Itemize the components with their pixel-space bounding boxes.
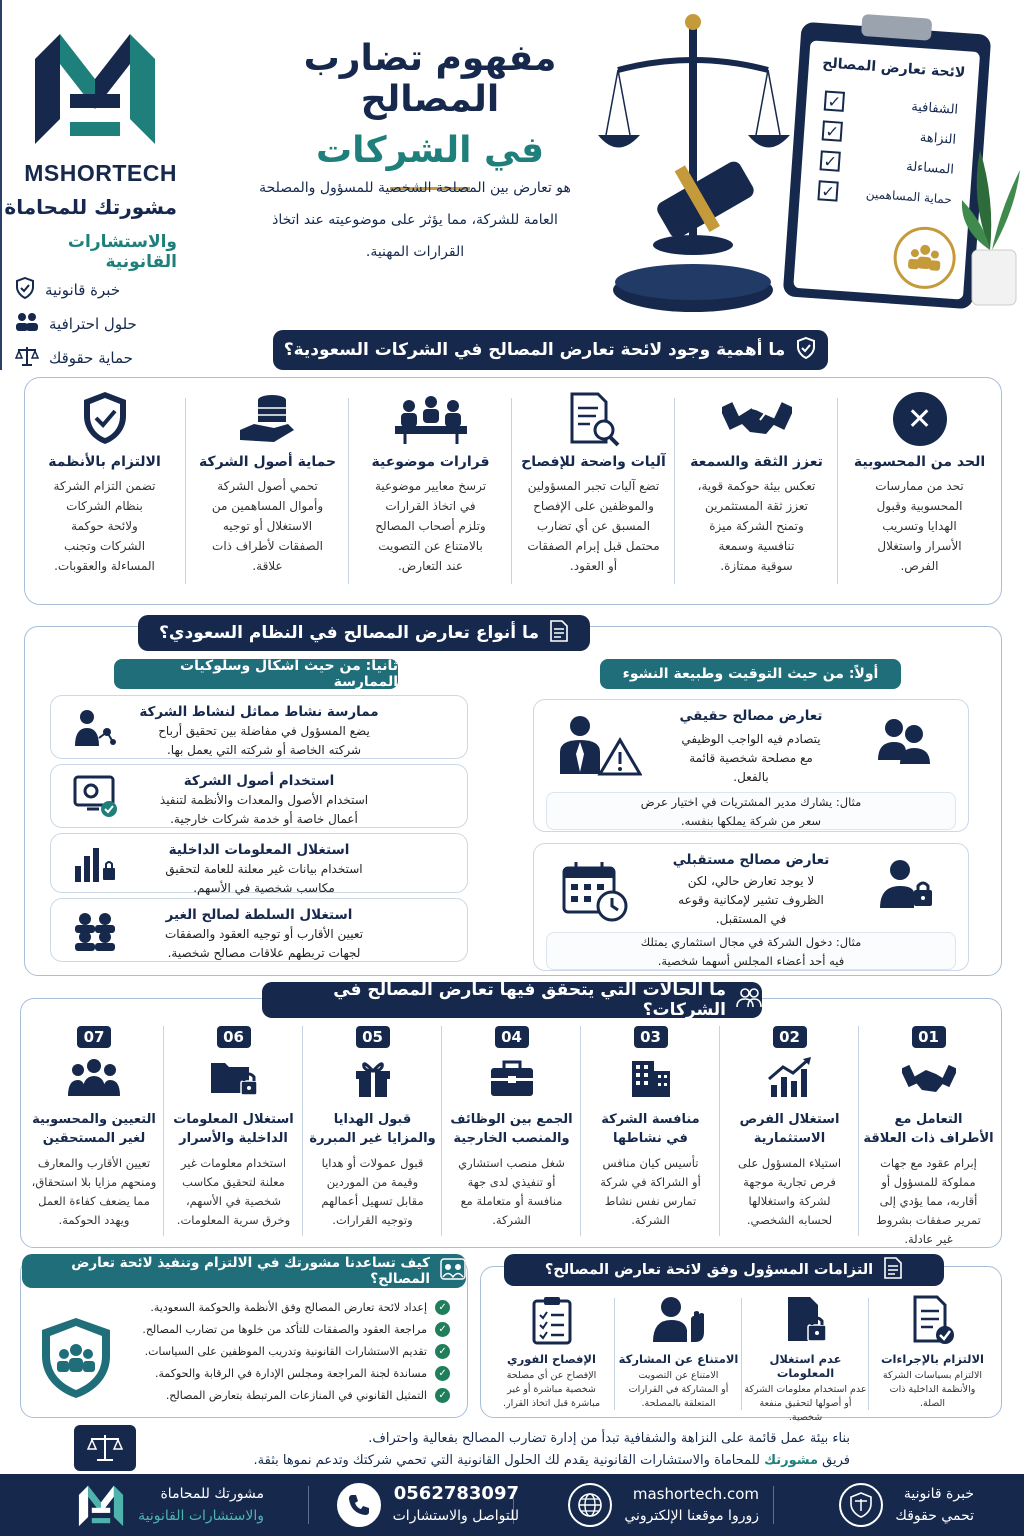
clipboard-paper (793, 40, 980, 299)
justice-scales-icon (598, 10, 798, 320)
brand-name-ar-1: مشورتك للمحاماة (4, 195, 177, 219)
check-icon: ✓ (435, 1344, 450, 1359)
brand-features (15, 273, 155, 375)
users-icon (15, 312, 39, 336)
checkbox-icon: ✓ (817, 180, 838, 201)
feature-item (15, 341, 155, 375)
folder-lock-icon (164, 1052, 303, 1104)
footer-brand: مشورتك للمحاماة والاستشارات القانونية (76, 1474, 264, 1536)
handshake-icon (859, 1052, 998, 1104)
importance-item: الالتزام بالأنظمة تضمن التزام الشركة بنظام الشركات ولائحة حوكمة الشركات وتجنب المساءلة والعقوبات. (23, 378, 186, 604)
user-network-icon (73, 708, 117, 748)
users-group-icon (73, 911, 119, 951)
help-item: ✓ مساندة لجنة المراجعة ومجلس الإدارة في الرقابة والحوكمة. (130, 1362, 450, 1384)
scales-icon (15, 346, 39, 370)
obligation-item: عدم استغلال المعلومات عدم استخدام معلومات الشركة أو أصولها لتحقيق منفعة شخصية. (742, 1292, 869, 1416)
divider (773, 1486, 774, 1524)
clipboard-list-icon (488, 1292, 615, 1348)
check-icon: ✓ (435, 1366, 450, 1381)
clipboard-item: المساءلة ✓ (811, 145, 963, 185)
behavior-box: استغلال المعلومات الداخلية استخدام بيانات غير معلنة للعامة لتحقيق مكاسب شخصية في الأسهم. (50, 833, 468, 893)
closing-line-1: بناء بيئة عمل قائمة على النزاهة والشفافية تبدأ من إدارة تضارب المصالح بفعالية واحتراف. (368, 1431, 850, 1446)
feature-label: خبرة قانونية (45, 281, 121, 299)
handshake-icon (722, 392, 792, 446)
help-item: ✓ تقديم الاستشارات القانونية وتدريب الموظفين على السياسات. (130, 1340, 450, 1362)
plant-icon (960, 130, 1024, 310)
file-lock-icon (742, 1292, 869, 1348)
clipboard-item: حماية المساهمين ✓ (809, 175, 961, 215)
calendar-clock-icon (562, 860, 630, 922)
intro-line: هو تعارض بين المصلحة الشخصية للمسؤول والمصلحة (259, 180, 571, 196)
check-icon: ✓ (435, 1388, 450, 1403)
intro-line: القرارات المهنية. (365, 244, 465, 260)
clipboard-clip (861, 14, 932, 41)
obligations-heading: التزامات المسؤول وفق لائحة تعارض المصالح؟ (504, 1254, 944, 1286)
behavior-label: ثانيا: من حيث أشكال وسلوكيات الممارسة (114, 659, 398, 689)
divider (308, 1486, 309, 1524)
intro-text (240, 172, 590, 268)
help-heading: كيف تساعدنا مشورتك في الالتزام وتنفيذ لائحة تعارض المصالح؟ (22, 1254, 466, 1288)
brand-column (0, 0, 205, 370)
check-icon: ✓ (435, 1300, 450, 1315)
shield-icon (795, 336, 817, 365)
briefcase-icon (442, 1052, 581, 1104)
people-group-icon (24, 1052, 164, 1104)
case-item: 01 التعامل مع الأطراف ذات العلاقة إبرام عقود مع جهات مملوكة للمسؤول أو أقاربه، مما يؤدي إلى تمرير صفقات بشروط غير عادلة. (859, 1026, 998, 1246)
chart-lock-icon (73, 844, 117, 884)
users-outline-icon (736, 987, 762, 1014)
clipboard-list (809, 85, 967, 215)
document-icon (549, 620, 569, 647)
obligation-item: الإفصاح الفوري الإفصاح عن أي مصلحة شخصية مباشرة أو غير مباشرة قبل اتخاذ القرار. (488, 1292, 615, 1416)
clipboard-title: لائحة تعارض المصالح (821, 55, 966, 82)
importance-item: آليات واضحة للإفصاح تضع آليات تجبر المسؤولين والموظفين على الإفصاح المسبق عن أي تضارب محتمل قبل إبرام الصفقات أو العقود. (512, 378, 675, 604)
page-title-line-2: في الشركات (315, 130, 545, 171)
phone-icon (337, 1483, 381, 1527)
importance-item: تعزز الثقة والسمعة تعكس بيئة حوكمة قوية، تعزز ثقة المستثمرين وتمنح الشركة ميزة تنافسية وسمعة سوقية ممتازة. (675, 378, 838, 604)
meeting-icon (393, 392, 469, 446)
behavior-box: استخدام أصول الشركة استخدام الأصول والمعدات والأنظمة لتنفيذ أعمال خاصة أو خدمة شركات خارجية. (50, 764, 468, 828)
example-box: مثال: يشارك مدير المشتريات في اختيار عرض سعر من شركة يملكها بنفسه. (546, 792, 956, 830)
mshortech-logo-icon (76, 1482, 126, 1528)
types-heading: ما أنواع تعارض المصالح في النظام السعودي؟ (138, 615, 590, 651)
timing-box: تعارض مصالح حقيقي يتصادم فيه الواجب الوظيفي مع مصلحة شخصية قائمة بالفعل. مثال: يشارك مدير المشتريات في اختيار عرض سعر من شركة يملكها بنفسه. (533, 699, 969, 832)
brand-name-ar-2: والاستشارات القانونية (67, 232, 177, 272)
document-list-icon (883, 1257, 903, 1283)
cases-row (24, 1026, 998, 1246)
buildings-icon (581, 1052, 720, 1104)
team-icon (440, 1258, 466, 1284)
example-box: مثال: دخول الشركة في مجال استثماري يمتلك فيه أحد أعضاء المجلس أسهما شخصية. (546, 932, 956, 970)
feature-item (15, 307, 155, 341)
importance-item: قرارات موضوعية ترسخ معايير موضوعية في اتخاذ القرارات وتلزم أصحاب المصالح بالامتناع عن التصويت عند التعارض. (349, 378, 512, 604)
footer (0, 1474, 1024, 1536)
coins-hand-icon (238, 392, 298, 446)
closing-text (150, 1428, 850, 1472)
close-circle-icon: ✕ (893, 392, 947, 446)
growth-chart-icon (720, 1052, 859, 1104)
brand-name-en: MSHORTECH (24, 160, 177, 186)
clipboard-item: الشفافية ✓ (815, 85, 967, 125)
help-list (130, 1296, 450, 1406)
feature-label: حلول احترافية (49, 315, 137, 333)
globe-icon (568, 1483, 612, 1527)
timing-label: أولاً: من حيث التوقيت وطبيعة النشوء (600, 659, 901, 689)
case-item: 05 قبول الهدايا والمزايا غير المبررة قبول عمولات أو هدايا وقيمة من الموردين مقابل تسهيل أعمالهم وتوجيه القرارات. (303, 1026, 442, 1246)
case-item: 07 التعيين والمحسوبية لغير المستحقين تعيين الأقارب والمعارف ومنحهم مزايا بلا استحقاق، مما يضعف كفاءة العمل ويهدد الحوكمة. (24, 1026, 164, 1246)
obligation-item: الامتناع عن المشاركة الامتناع عن التصويت أو المشاركة في القرارات المتعلقة بالمصلحة. (615, 1292, 742, 1416)
importance-item: ✕ الحد من المحسوبية تحد من ممارسات المحسوبية وقبول الهدايا وتسريب الأسرار واستغلال الفرص. (838, 378, 1001, 604)
check-icon: ✓ (435, 1322, 450, 1337)
checkbox-icon: ✓ (820, 150, 841, 171)
cases-heading: ما الحالات التي يتحقق فيها تعارض المصالح في الشركات؟ (262, 982, 762, 1018)
user-stop-icon (615, 1292, 742, 1348)
mshortech-logo-icon (30, 24, 160, 149)
importance-item: حماية أصول الشركة تحمي أصول الشركة وأموال المساهمين من الاستغلال أو توجيه الصفقات لأطراف ذات علاقة. (186, 378, 349, 604)
importance-heading: ما أهمية وجود لائحة تعارض المصالح في الشركات السعودية؟ (273, 330, 828, 370)
document-search-icon (566, 392, 622, 446)
help-item: ✓ مراجعة العقود والصفقات للتأكد من خلوها من تضارب المصالح. (130, 1318, 450, 1340)
footer-slogan: خبرة قانونية تحمي حقوقك (839, 1474, 974, 1536)
timing-box: تعارض مصالح مستقبلي لا يوجد تعارض حالي، لكن الظروف تشير لإمكانية وقوعه في المستقبل. مثال: دخول الشركة في مجال استثماري يمتلك فيه أحد أعضاء المجلس أسهما شخصية. (533, 843, 969, 971)
shield-check-icon (80, 390, 130, 446)
shield-team-icon (38, 1316, 114, 1400)
scales-badge-icon (74, 1425, 136, 1471)
footer-website-link[interactable]: mashortech.com زوروا موقعنا الإلكتروني (568, 1474, 759, 1536)
footer-phone-link[interactable]: 0562783097 للتواصل والاستشارات (337, 1474, 519, 1536)
obligation-item: الالتزام بالإجراءات الالتزام بسياسات الشركة والأنظمة الداخلية ذات الصلة. (869, 1292, 996, 1416)
behavior-box: ممارسة نشاط مماثل لنشاط الشركة يضع المسؤول في مفاضلة بين تحقيق أرباح شركته الخاصة أو شركته التي يعمل بها. (50, 695, 468, 759)
importance-card (24, 377, 1002, 605)
gift-icon (303, 1052, 442, 1104)
case-item: 02 استغلال الفرص الاستثمارية استيلاء المسؤول على فرص تجارية موجهة لشركة واستغلالها لحسابه الشخصي. (720, 1026, 859, 1246)
intro-line: العامة للشركة، مما يؤثر على موضوعيته عند اتخاذ (272, 212, 558, 228)
page-title-line-1: مفهوم تضارب المصالح (303, 38, 557, 120)
obligations-row (488, 1292, 996, 1423)
checkbox-icon: ✓ (822, 120, 843, 141)
shield-scales-icon (839, 1483, 883, 1527)
case-item: 06 استغلال المعلومات الداخلية والأسرار استخدام معلومات غير معلنة لتحقيق مكاسب شخصية في الأسهم، وخرق سرية المعلومات. (164, 1026, 303, 1246)
help-item: ✓ إعداد لائحة تعارض المصالح وفق الأنظمة والحوكمة السعودية. (130, 1296, 450, 1318)
closing-line-2: فريق مشورتك للمحاماة والاستشارات القانونية يقدم لك الحلول القانونية التي تحمي شركتك وتدعم نموها بثقة. (253, 1453, 850, 1468)
case-item: 03 منافسة الشركة في نشاطها تأسيس كيان منافس أو الشراكة في شركة تمارس نفس نشاط الشركة. (581, 1026, 720, 1246)
behavior-box: استغلال السلطة لصالح الغير تعيين الأقارب أو توجيه العقود والصفقات لجهات تربطهم علاقات مصالح شخصية. (50, 898, 468, 962)
clipboard-item: النزاهة ✓ (813, 115, 965, 155)
document-check-icon (869, 1292, 996, 1348)
shield-check-icon (15, 277, 35, 303)
hero-title (230, 38, 630, 190)
case-item: 04 الجمع بين الوظائف والمنصب الخارجية شغل منصب استشاري أو تنفيذي لدى جهة منافسة أو متعاملة مع الشركة. (442, 1026, 581, 1246)
help-item: ✓ التمثيل القانوني في المنازعات المرتبطة بتعارض المصالح. (130, 1384, 450, 1406)
feature-label: حماية حقوقك (49, 349, 133, 367)
checkbox-icon: ✓ (824, 90, 845, 111)
monitor-gear-icon (73, 775, 119, 819)
feature-item (15, 273, 155, 307)
people-badge-icon (892, 225, 958, 291)
